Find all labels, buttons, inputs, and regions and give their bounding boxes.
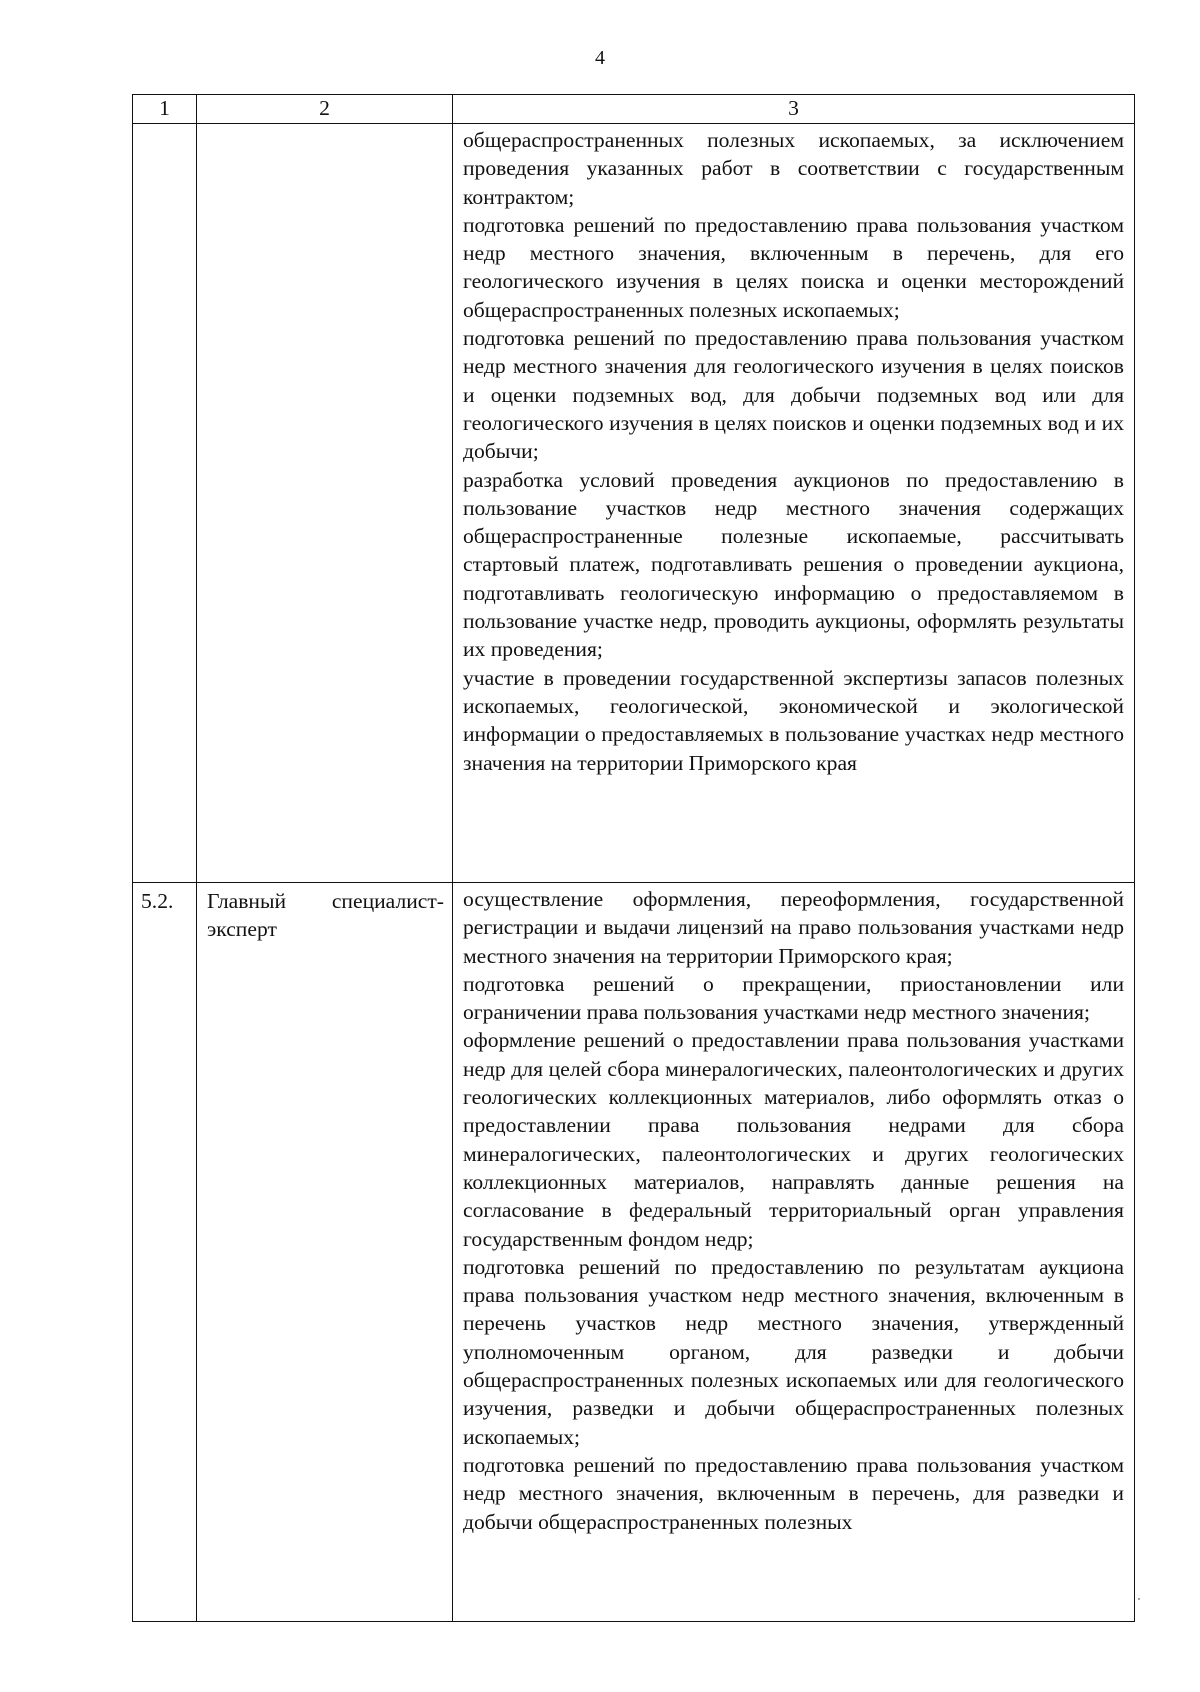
duties-text: общераспространенных полезных ископаемых, за исключением проведения указанных работ в соответствии с государственным контрактом; подготовка решений по предоставлению права пользования участком недр местного значения, включенным в перечень, для его геологического изучения в целях поиска и оценки месторождений общераспространенных полезных ископаемых; подготовка решений по предоставлению права пользования участком недр местного значения для геологического изучения в целях поисков и оценки подземных вод, для добычи подземных вод или для геологического изучения в целях поисков и оценки подземных вод и их добычи; разработка условий проведения аукционов по предоставлению в пользование участков недр местного значения содержащих общераспространенные полезные ископаемые, рассчитывать стартовый платеж, подготавливать решения о проведении аукциона, подготавливать геологическую информацию о предоставляемом в пользование участке недр, проводить аукционы, оформлять результаты их проведения; участие в проведении государственной экспертизы запасов полезных ископаемых, геологической, экономической и экологической информации о предоставляемых в пользование участках недр местного значения на территории Приморского края bbox=[463, 128, 1124, 775]
table-row bbox=[133, 883, 1135, 1622]
position-cell: Главный специалист-эксперт bbox=[197, 883, 453, 1622]
column-header-1: 1 bbox=[133, 95, 197, 124]
table-row bbox=[133, 124, 1135, 883]
duties-table bbox=[132, 94, 1135, 1622]
row-number-cell bbox=[133, 124, 197, 883]
row-number-cell: 5.2. bbox=[133, 883, 197, 1622]
duties-text: осуществление оформления, переоформления, государственной регистрации и выдачи лицензий на право пользования участками недр местного значения на территории Приморского края; подготовка решений о прекращении, приостановлении или ограничении права пользования участками недр местного значения; оформление решений о предоставлении права пользования участками недр для целей сбора минералогических, палеонтологических и других геологических коллекционных материалов, либо оформлять отказ о предоставлении права пользования недрами для сбора минералогических, палеонтологических и других геологических коллекционных материалов, направлять данные решения на согласование в федеральный территориальный орган управления государственным фондом недр; подготовка решений по предоставлению по результатам аукциона права пользования участком недр местного значения, включенным в перечень участков недр местного значения, утвержденный уполномоченным органом, для разведки и добычи общераспространенных полезных ископаемых или для геологического изучения, разведки и добычи общераспространенных полезных ископаемых; подготовка решений по предоставлению права пользования участком недр местного значения, включенным в перечень, для разведки и добычи общераспространенных полезных bbox=[463, 887, 1124, 1534]
column-header-2: 2 bbox=[197, 95, 453, 124]
page-number: 4 bbox=[595, 47, 605, 69]
duties-cell bbox=[453, 883, 1135, 1622]
position-cell bbox=[197, 124, 453, 883]
column-header-3: 3 bbox=[453, 95, 1135, 124]
scan-artifact bbox=[1138, 1598, 1140, 1600]
duties-cell bbox=[453, 124, 1135, 883]
table-header-row bbox=[133, 95, 1135, 124]
